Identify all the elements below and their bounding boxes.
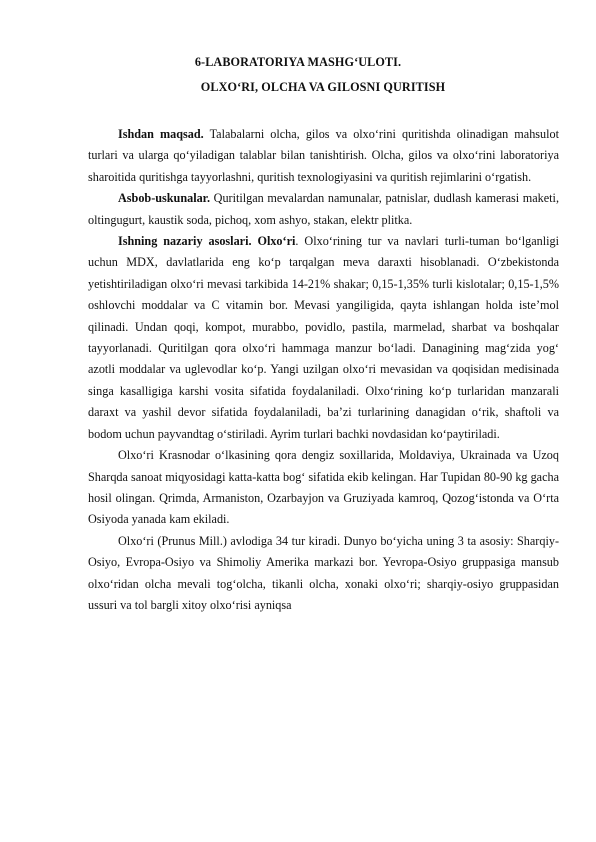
paragraph-lead: Ishdan maqsad. [118, 127, 204, 141]
paragraph-text: Quritilgan mevalardan namunalar, patnislar, dudlash kamerasi maketi, oltingugurt, kaustik soda, pichoq, xom ashyo, stakan, elektr plitka. [88, 191, 559, 227]
paragraph-text: Olxo‘ri Krasnodar o‘lkasining qora dengiz soxillarida, Moldaviya, Ukrainada va Uzoq Sharqda sanoat miqyosidagi katta-katta bog‘ sifatida ekib kelingan. Har Tupidan 80-90 kg gacha hosil olingan. Qrimda, Armaniston, Ozarbayjon va Gruziyada kamroq, Qozog‘istonda va O‘rta Osiyoda yanada kam ekiladi. [88, 448, 559, 527]
paragraph-text: . Olxo‘rining tur va navlari turli-tuman bo‘lganligi uchun MDX, davlatlarida eng ko‘p tarqalgan meva daraxti hisoblanadi. O‘zbekistonda yetishtiriladigan olxo‘ri mevasi tarkibida 14-21% shakar; 0,15-1,35% turli kislotalar; 0,15-1,5% oshlovchi moddalar va C vitamin bor. Mevasi yangiligida, qayta ishlangan holda iste’mol qilinadi. Undan qoqi, kompot, murabbo, povidlo, pastila, marmelad, sharbat va boshqalar tayyorlanadi. Quritilgan qora olxo‘ri hammaga manzur bo‘ladi. Danagining mag‘zida yog‘ azotli moddalar va uglevodlar ko‘p. Yangi uzilgan olxo‘ri mevasidan va qoqisidan medisinada singa kasalligiga karshi vosita sifatida foydalaniladi. Olxo‘rining ko‘p turlaridan manzarali daraxt va yashil devor sifatida foydalaniladi, ba’zi turlarining danagidan o‘rik, shaftoli va bodom uchun payvandtag o‘stiriladi. Ayrim turlari bachki novdasidan ko‘paytiriladi. [88, 234, 559, 441]
paragraph-purpose [88, 124, 559, 188]
paragraph-species [88, 531, 559, 617]
paragraph-theory [88, 231, 559, 445]
page-title: 6-LABORATORIYA MASHG‘ULOTI. [194, 55, 402, 69]
paragraph-equipment [88, 188, 559, 231]
document-body [88, 124, 559, 616]
page-subtitle: OLXO‘RI, OLCHA VA GILOSNI QURITISH [200, 80, 446, 94]
paragraph-text: Olxo‘ri (Prunus Mill.) avlodiga 34 tur kiradi. Dunyo bo‘yicha uning 3 ta asosiy: Sharqiy-Osiyo, Evropa-Osiyo va Shimoliy Amerika markazi bor. Yevropa-Osiyo gruppasiga mansub olxo‘ridan olcha mevali tog‘olcha, tikanli olcha, xonaki olxo‘ri; sharqiy-osiyo gruppasidan ussuri va tol bargli xitoy olxo‘risi ayniqsa [88, 533, 559, 612]
paragraph-regions [88, 445, 559, 531]
paragraph-text: Talabalarni olcha, gilos va olxo‘rini quritishda olinadigan mahsulot turlari va ularga qo‘yiladigan talablar bilan tanishtirish. Olcha, gilos va olxo‘rini laboratoriya sharoitida quritishga tayyorlashni, quritish texnologiyasini va quritish rejimlarini o‘rgatish. [88, 127, 559, 184]
paragraph-lead: Ishning nazariy asoslari. Olxo‘ri [118, 234, 296, 249]
paragraph-lead: Asbob-uskunalar. [118, 191, 211, 206]
